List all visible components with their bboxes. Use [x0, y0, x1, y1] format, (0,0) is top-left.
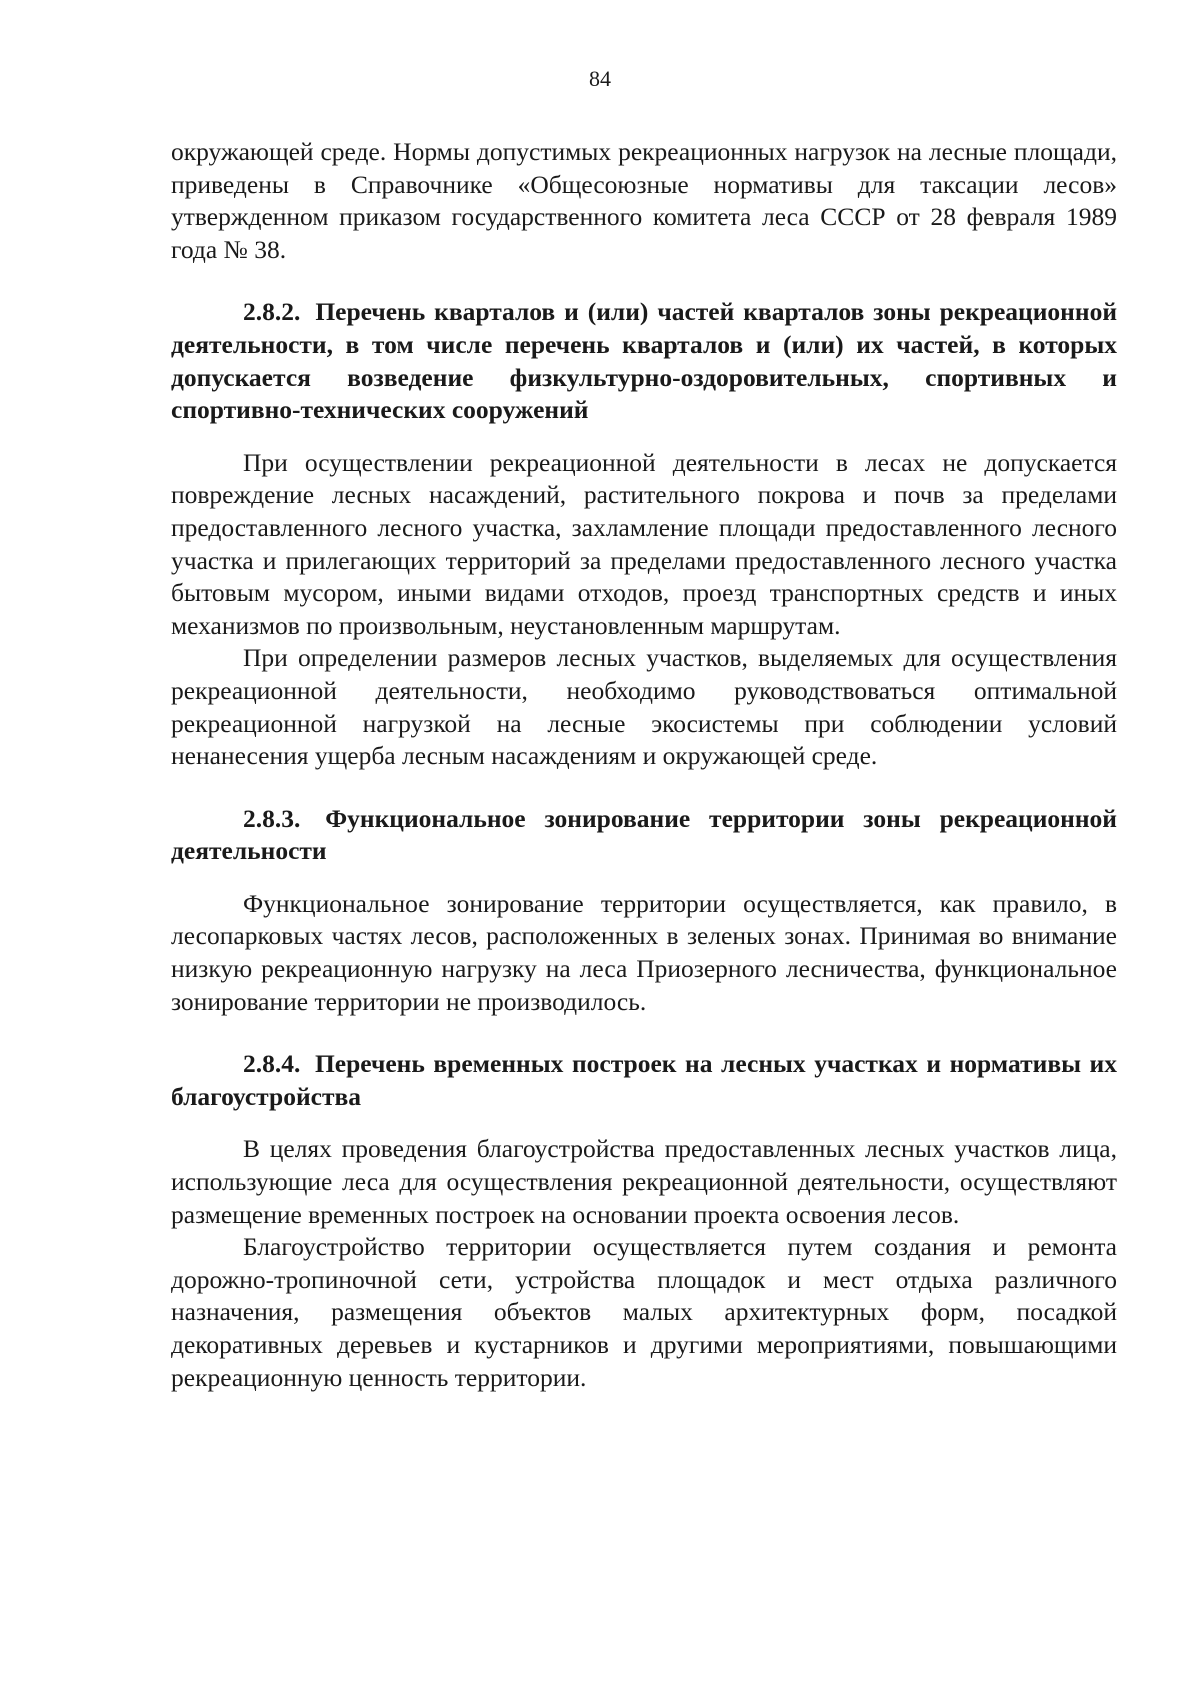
intro-paragraph: окружающей среде. Нормы допустимых рекреационных нагрузок на лесные площади, приведены в Справочнике «Общесоюзные нормативы для таксации лесов» утвержденном приказом государственного комитета леса СССР от 28 февраля 1989 года № 38.	[171, 137, 1117, 264]
section-number: 2.8.4.	[243, 1049, 301, 1079]
section-title: Перечень временных построек на лесных участках и нормативы их благоустройства	[171, 1049, 1117, 1111]
section-heading	[171, 296, 1117, 426]
page-number: 84	[589, 66, 611, 91]
section-title: Функциональное зонирование территории зоны рекреационной деятельности	[171, 803, 1117, 866]
paragraph: В целях проведения благоустройства предоставленных лесных участков лица, использующие леса для осуществления рекреационной деятельности, осуществляют размещение временных построек на основании проекта освоения лесов.	[171, 1134, 1117, 1229]
section-heading	[171, 803, 1117, 868]
section-2-8-3	[171, 803, 1117, 1019]
document-body	[171, 136, 1117, 1394]
paragraph: Благоустройство территории осуществляется путем создания и ремонта дорожно-тропиночной сети, устройства площадок и мест отдыха различного назначения, размещения объектов малых архитектурных форм, посадкой декоративных деревьев и кустарников и другими мероприятиями, повышающими рекреационную ценность территории.	[171, 1232, 1117, 1392]
section-number: 2.8.3.	[243, 803, 301, 833]
section-2-8-2	[171, 296, 1117, 772]
paragraph: Функциональное зонирование территории осуществляется, как правило, в лесопарковых частях лесов, расположенных в зеленых зонах. Принимая во внимание низкую рекреационную нагрузку на леса Приозерного лесничества, функциональное зонирование территории не производилось.	[171, 888, 1117, 1016]
section-2-8-4	[171, 1048, 1117, 1394]
section-heading	[171, 1048, 1117, 1113]
section-title: Перечень кварталов и (или) частей кварталов зоны рекреационной деятельности, в том числе перечень кварталов и (или) их частей, в которых допускается возведение физкультурно-оздоровительных, спортивных и спортивно-технических сооружений	[171, 297, 1118, 425]
paragraph: При осуществлении рекреационной деятельности в лесах не допускается повреждение лесных насаждений, растительного покрова и почв за пределами предоставленного лесного участка, захламление площади предоставленного лесного участка и прилегающих территорий за пределами предоставленного лесного участка бытовым мусором, иными видами отходов, проезд транспортных средств и иных механизмов по произвольным, неустановленным маршрутам.	[171, 447, 1117, 640]
paragraph: При определении размеров лесных участков, выделяемых для осуществления рекреационной деятельности, необходимо руководствоваться оптимальной рекреационной нагрузкой на лесные экосистемы при соблюдении условий ненанесения ущерба лесным насаждениям и окружающей среде.	[171, 643, 1117, 771]
section-number: 2.8.2.	[243, 297, 301, 327]
